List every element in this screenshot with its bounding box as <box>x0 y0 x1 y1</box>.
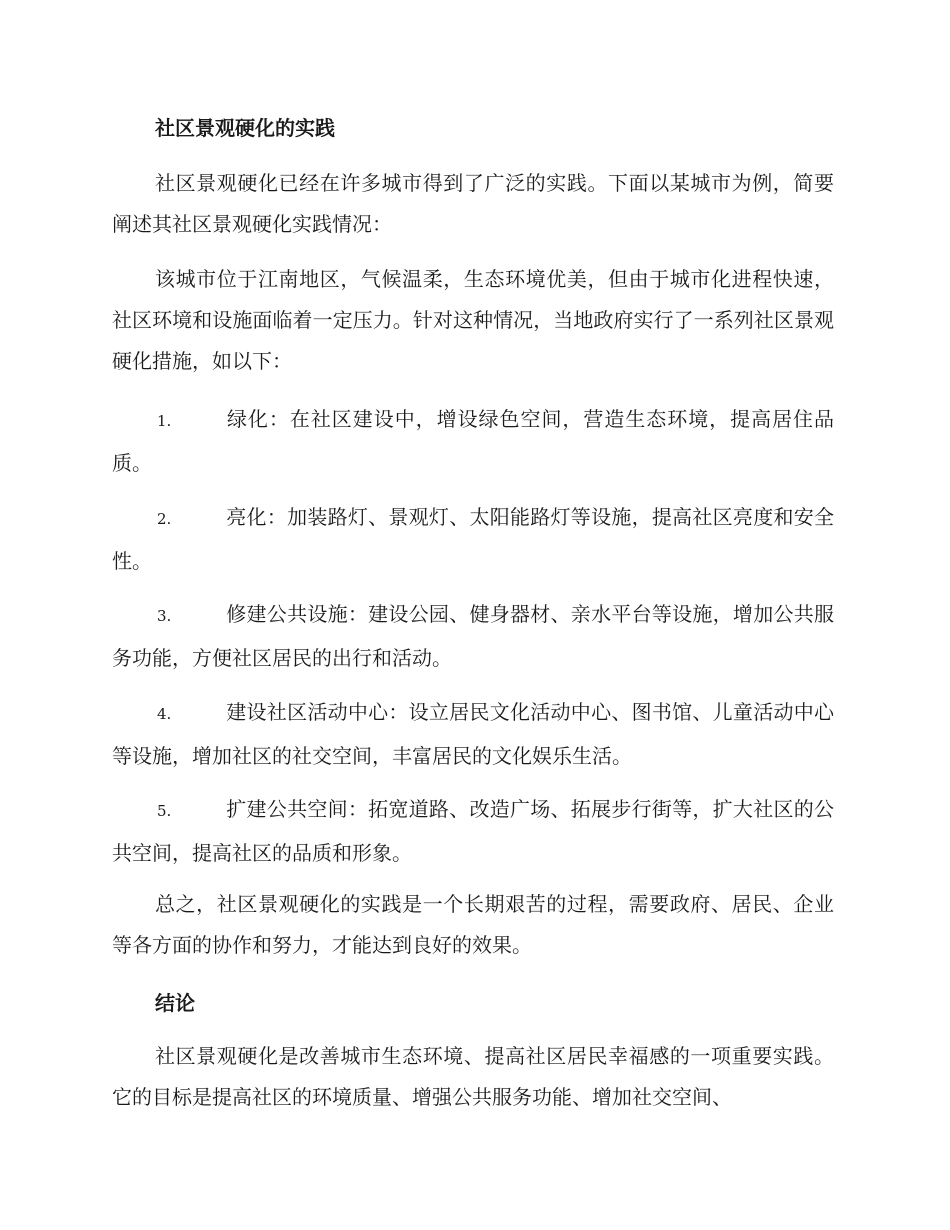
paragraph-practice-intro: 社区景观硬化已经在许多城市得到了广泛的实践。下面以某城市为例，简要阐述其社区景观硬化实践情况： <box>112 171 834 236</box>
paragraph-practice-summary: 总之，社区景观硬化的实践是一个长期艰苦的过程，需要政府、居民、企业等各方面的协作和努力，才能达到良好的效果。 <box>112 892 834 957</box>
list-item-number: 3. <box>157 607 172 625</box>
list-item <box>112 788 834 874</box>
section-heading-practice: 社区景观硬化的实践 <box>155 116 335 140</box>
list-item-number: 4. <box>157 705 172 723</box>
list-item <box>112 593 834 679</box>
paragraph-conclusion: 社区景观硬化是改善城市生态环境、提高社区居民幸福感的一项重要实践。它的目标是提高社区的环境质量、增强公共服务功能、增加社交空间、 <box>112 1044 834 1109</box>
section-heading-conclusion: 结论 <box>155 991 195 1015</box>
list-item <box>112 398 834 484</box>
paragraph-practice-context: 该城市位于江南地区，气候温柔，生态环境优美，但由于城市化进程快速，社区环境和设施面临着一定压力。针对这种情况，当地政府实行了一系列社区景观硬化措施，如以下： <box>112 267 834 373</box>
list-item-text: 亮化：加装路灯、景观灯、太阳能路灯等设施，提高社区亮度和安全性。 <box>112 505 834 573</box>
list-item-text: 建设社区活动中心：设立居民文化活动中心、图书馆、儿童活动中心等设施，增加社区的社交空间，丰富居民的文化娱乐生活。 <box>112 700 834 768</box>
list-item-text: 扩建公共空间：拓宽道路、改造广场、拓展步行街等，扩大社区的公共空间，提高社区的品质和形象。 <box>112 797 834 865</box>
list-item <box>112 496 834 582</box>
list-item-text: 修建公共设施：建设公园、健身器材、亲水平台等设施，增加公共服务功能，方便社区居民的出行和活动。 <box>112 602 834 670</box>
list-item <box>112 691 834 777</box>
list-item-number: 5. <box>157 802 172 820</box>
list-item-text: 绿化：在社区建设中，增设绿色空间，营造生态环境，提高居住品质。 <box>112 407 834 475</box>
list-item-number: 1. <box>157 412 172 430</box>
list-item-number: 2. <box>157 510 172 528</box>
